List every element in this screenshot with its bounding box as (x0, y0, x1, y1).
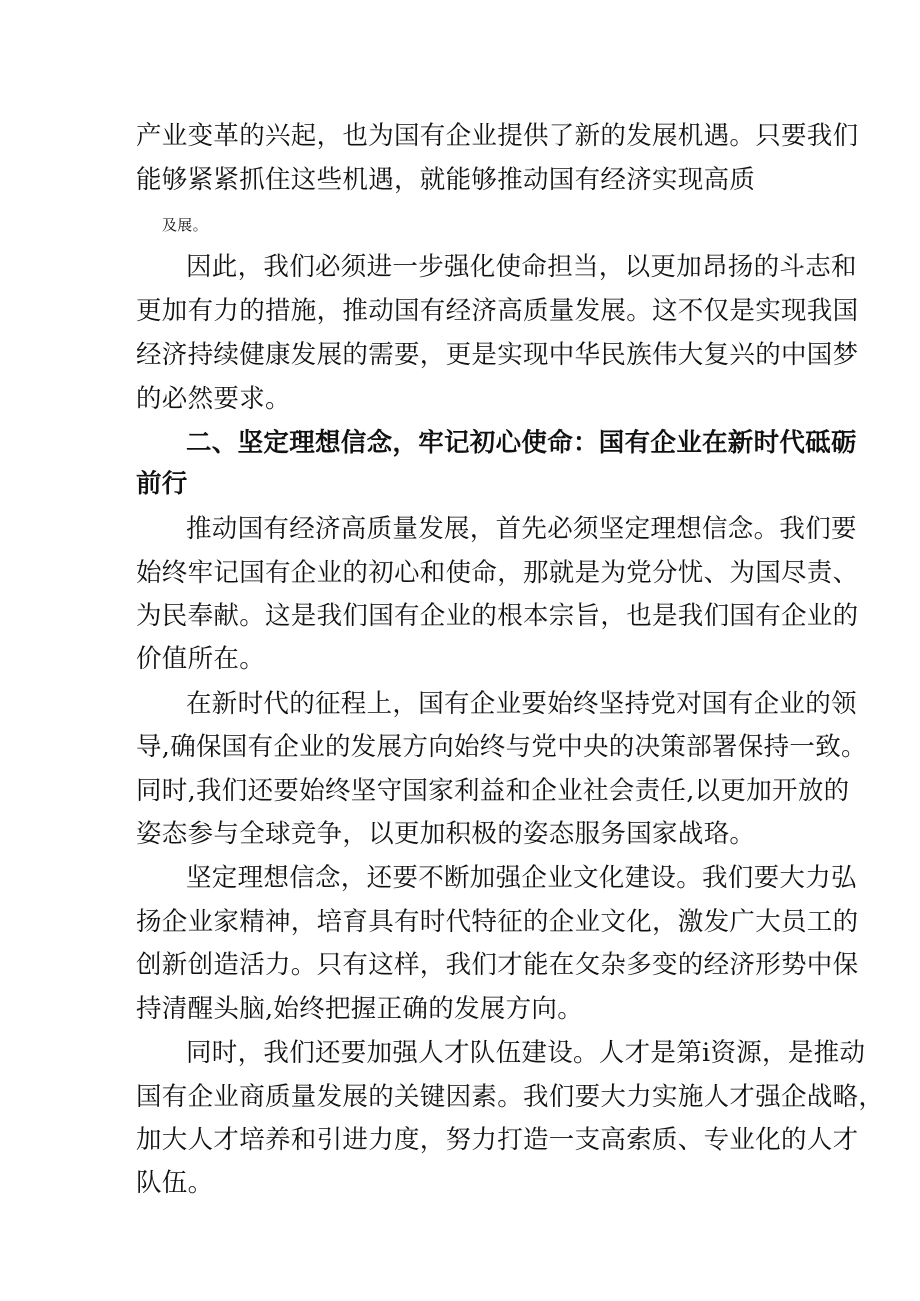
paragraph-line: 更加有力的措施，推动国有经济高质量发展。这不仅是实现我国 (136, 296, 859, 326)
paragraph-line: 扬企业家精神，培育具有时代特征的企业文化，激发广大员工的 (136, 907, 859, 937)
paragraph-line: 始终牢记国有企业的初心和使命，那就是为党分忧、为国尽责、 (136, 558, 859, 588)
paragraph-line: 价值所在。 (136, 644, 266, 674)
paragraph-line: 在新时代的征程上，国有企业要始终坚持党对国有企业的领 (186, 689, 857, 719)
paragraph-line: 能够紧紧抓住这些机遇，就能够推动国有经济实现高质 (136, 165, 756, 195)
paragraph-line-small: 及展。 (162, 216, 208, 234)
paragraph-line: 创新创造活力。只有这样，我们才能在攵杂多变的经济形势中保 (136, 950, 859, 980)
paragraph-line: 的必然要求。 (136, 384, 291, 414)
paragraph-line: 姿态参与全球竞争，以更加积极的姿态服务国家战珞。 (136, 819, 756, 849)
paragraph-line: 同时,我们还要始终坚守国家利益和企业社会责任,以更加开放的 (136, 776, 850, 806)
section-heading: 前行 (136, 469, 188, 499)
paragraph-line: 同时，我们还要加强人才队伍建设。人才是第i资源，是推动 (186, 1038, 866, 1068)
paragraph-line: 加大人才培养和引进力度，努力打造一支高索质、专业化的人才 (136, 1125, 859, 1155)
paragraph-line: 产业变革的兴起，也为国有企业提供了新的发展机遇。只要我们 (136, 121, 859, 151)
paragraph-line: 经济持续健康发展的需要，更是实现中华民族伟大复兴的中国梦 (136, 340, 859, 370)
paragraph-line: 持清醒头脑,始终把握正确的发展方向。 (136, 994, 584, 1024)
section-heading: 二、坚定理想信念，牢记初心使命：国有企业在新时代砥砺 (186, 428, 857, 458)
paragraph-line: 为民奉献。这是我们国有企业的根本宗旨，也是我们国有企业的 (136, 601, 859, 631)
paragraph-line: 因此，我们必须进一步强化使命担当，以更加昂扬的斗志和 (186, 252, 857, 282)
paragraph-line: 队伍。 (136, 1168, 214, 1198)
paragraph-line: 坚定理想信念，还要不断加强企业文化建设。我们要大力弘 (186, 863, 857, 893)
paragraph-line: 推动国有经济高质量发展，首先必须坚定理想信念。我们要 (186, 514, 857, 544)
paragraph-line: 导,确保国有企业的发展方向始终与党中央的决策部署保持一致。 (136, 732, 867, 762)
paragraph-line: 国有企业商质量发展的关键因素。我们要大力实施人才强企战略， (136, 1082, 885, 1112)
